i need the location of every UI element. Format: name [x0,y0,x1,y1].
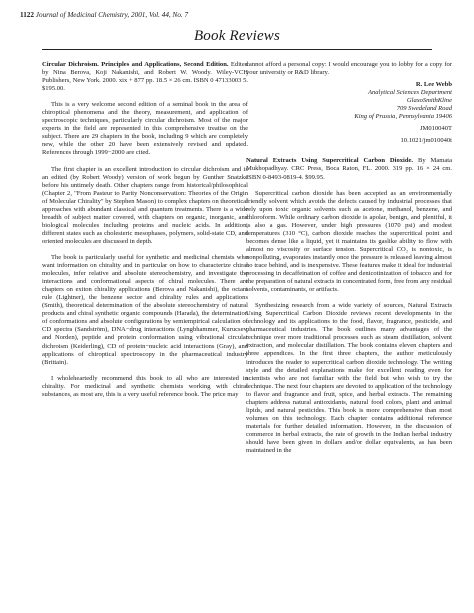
reviewer-street: 709 Swedeland Road [396,105,452,113]
review1-paragraph-4: I wholeheartedly recommend this book to all who are interested in chirality. For medicinal and synthetic chemists working with chiral substances, as most are, this is a very useful reference book. The price may [42,374,248,398]
reviewer-company: GlaxoSmithKline [406,97,452,105]
review2-citation-block [246,157,452,181]
manuscript-code: JM010040T [419,125,452,133]
review2-book-citation: By Mamata Mukhopadhyay. CRC Press, Boca Raton, FL. 2000. 319 pp. 16 × 24 cm. ISBN 0-8493-0819-4. $99.95. [246,157,452,181]
review1-book-citation: Edited by Nina Berova, Koji Nakanishi, and Robert W. Woody. Wiley-VCH Publishers, New York. 2000. xix + 877 pp. 18.5 × 26 cm. ISBN 0 47133003 5. $195.00. [42,61,249,93]
review2-book-title: Natural Extracts Using Supercritical Carbon Dioxide. [246,157,414,165]
reviewer-department: Analytical Sciences Department [368,89,452,97]
review1-citation-block [42,61,248,93]
right-column [246,61,452,455]
review1-continuation: cannot afford a personal copy: I would encourage you to lobby for a copy for your university or R&D library. [246,61,452,77]
review2-paragraph-1: Supercritical carbon dioxide has been accepted as an environmentally friendly solvent which avoids the defects caused by industrial processes that rely upon toxic organic solvents such as acetone, methanol, benzene, and chloroform. While ordinary carbon dioxide is apolar, benign, and plentiful, it is also a gas. However, under high pressures (1070 psi) and modest temperatures (310 °C), carbon dioxide reaches the supercritical point and becomes dense like a liquid, yet it maintains its gaslike ability to flow with almost no viscosity or surface tension. Supercritical CO₂ is nontoxic, is nonpolluting, evaporates instantly once the pressure is released leaving almost no trace behind, and is inexpensive. These features make it ideal for industrial processing in decaffeination of coffee and denicotinization of tobacco and for the preparation of natural extracts in concentrated form, free from any residual solvents, contaminants, or artifacts. [246,189,452,294]
review1-book-title: Circular Dichroism. Principles and Applications, Second Edition. [42,61,229,68]
section-title: Book Reviews [193,28,281,44]
review1-paragraph-1: This is a very welcome second edition of a seminal book in the area of chiroptical phenomena and the theory, measurement, and application of spectroscopic techniques, particularly circular dichroism. Most of the major experts in the field are represented in this comprehensive treatise on the subject. There are 29 chapters in the book, including 9 which are completely new, while the other 20 have been extensively revised and updated. References through 1999−2000 are cited. [42,101,248,157]
page-number: 1122 [20,11,34,19]
journal-citation: Journal of Medicinal Chemistry, 2001, Vol. 44, No. 7 [35,11,189,19]
doi: 10.1021/jm010040t [400,137,452,145]
reviewer-name: R. Lee Webb [415,81,452,89]
running-head [20,11,188,19]
reviewer-city: King of Prussia, Pennsylvania 19406 [354,113,452,121]
review2-paragraph-2: Synthesizing research from a wide variety of sources, Natural Extracts Using Supercritical Carbon Dioxide reviews recent developments in the technology and its applications to the food, flavor, fragrance, pesticide, and pharmaceutical industries. The book outlines many advantages of the technique over more traditional processes such as steam distillation, solvent extraction, and molecular distillation. The book contains eleven chapters and three appendices. In the first three chapters, the author meticulously introduces the reader to supercritical carbon dioxide technology. The writing style and the detailed explanations make for excellent reading even for scientists who are not familiar with the field but who wish to try the technique. The next four chapters are devoted to application of the technology to flavor and fragrance and fruit, spice, and herbal extracts. The remaining chapters address natural antioxidants, natural food colors, plant and animal lipids, and natural pesticides. This book is more comprehensive than most volumes on this technology. Each chapter contains additional reference materials for further detailed information. However, in the discussion of commerce in herbal extracts, the rate of growth in the Indian herbal industry should have been given in dollars and/or dollar equivalents, as has been maintained in the [246,302,452,455]
header-rule [42,49,432,50]
review1-paragraph-3: The book is particularly useful for synthetic and medicinal chemists who want information on chirality and in particular on how to characterize chiral molecules, infer relative and absolute stereochemistry, and investigate the interactions and conformational aspects of chiral molecules. There are chapters on exiton chirality applications (Berova and Nakanishi), the octant rule (Lightner), the benzene sector and chirality rules and applications (Smith), theoretical determination of the absolute stereochemistry of natural products and chiral synthetic organic compounds (Harada), the determination of conformations and absolute configurations by semiempirical calculation of CD spectra (Sandström), DNA−drug interactions (Lyngbhammer, Kurucsev, and Norden), peptide and protein conformation using vibrational circular dichroism (Keiderling), CD of protein−nucleic acid interactions (Gray), and applications of chiroptical spectroscopy in the pharmaceutical industry (Brittain). [42,253,248,366]
review1-paragraph-2: The first chapter is an excellent introduction to circular dichroism and is an edited (by Robert Woody) version of work begun by Gunther Snatzke before his untimely death. Other chapters range from historical/philosophical (Chapter 2, "From Pasteur to Parity Nonconservation: Theories of the Origin of Molecular Chirality" by Stephen Mason) to complex chapters on theoretical approaches with abundant classical and quantum treatments. There is a wide breadth of subject matter covered, with chapters on organic, inorganic, and biological molecules including proteins and nucleic acids. In addition, different states such as cholesteric mesophases, polymers, solid-state CD, and oriented molecules are discussed in depth. [42,165,248,245]
left-column [42,61,248,399]
